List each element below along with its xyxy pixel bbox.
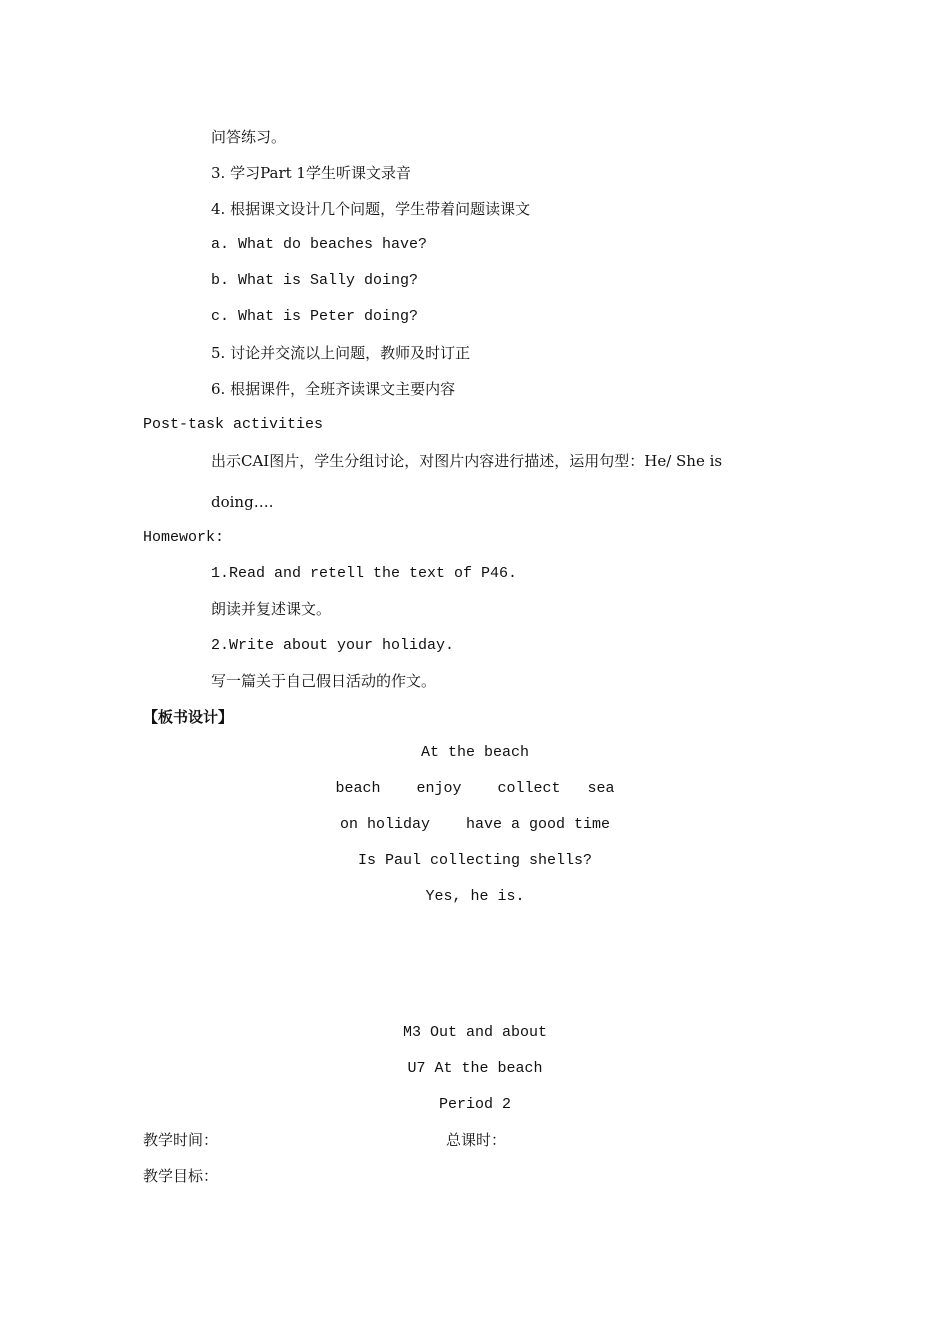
- teaching-time-label: 教学时间：: [143, 1131, 219, 1149]
- module-title: M3 Out and about: [402, 1024, 548, 1041]
- board-question: Is Paul collecting shells?: [357, 852, 593, 869]
- text-line: 3. 学习Part 1学生听课文录音: [211, 164, 411, 182]
- board-answer: Yes, he is.: [425, 888, 525, 905]
- total-periods-label: 总课时：: [446, 1131, 507, 1149]
- text-line: 问答练习。: [211, 128, 287, 146]
- question-b: b. What is Sally doing?: [211, 272, 419, 289]
- board-phrases: on holiday have a good time: [339, 816, 611, 833]
- text-line: doing….: [211, 493, 274, 511]
- homework-item-2: 2.Write about your holiday.: [211, 637, 455, 654]
- text-line: 写一篇关于自己假日活动的作文。: [211, 672, 437, 690]
- question-a: a. What do beaches have?: [211, 236, 428, 253]
- board-title: At the beach: [420, 744, 530, 761]
- period-title: Period 2: [438, 1096, 511, 1113]
- text-line: 5. 讨论并交流以上问题，教师及时订正: [211, 344, 471, 362]
- teaching-goals-label: 教学目标：: [143, 1167, 219, 1185]
- section-homework: Homework:: [143, 529, 225, 546]
- text-line: 出示CAI图片，学生分组讨论，对图片内容进行描述，运用句型：He/ She is: [211, 452, 723, 470]
- question-c: c. What is Peter doing?: [211, 308, 419, 325]
- text-line: 朗读并复述课文。: [211, 600, 332, 618]
- text-line: 4. 根据课文设计几个问题，学生带着问题读课文: [211, 200, 531, 218]
- board-heading: 【板书设计】: [143, 708, 234, 726]
- homework-item-1: 1.Read and retell the text of P46.: [211, 565, 518, 582]
- unit-title: U7 At the beach: [407, 1060, 543, 1077]
- board-words: beach enjoy collect sea: [335, 780, 615, 797]
- section-post-task: Post-task activities: [143, 416, 324, 433]
- text-line: 6. 根据课件，全班齐读课文主要内容: [211, 380, 456, 398]
